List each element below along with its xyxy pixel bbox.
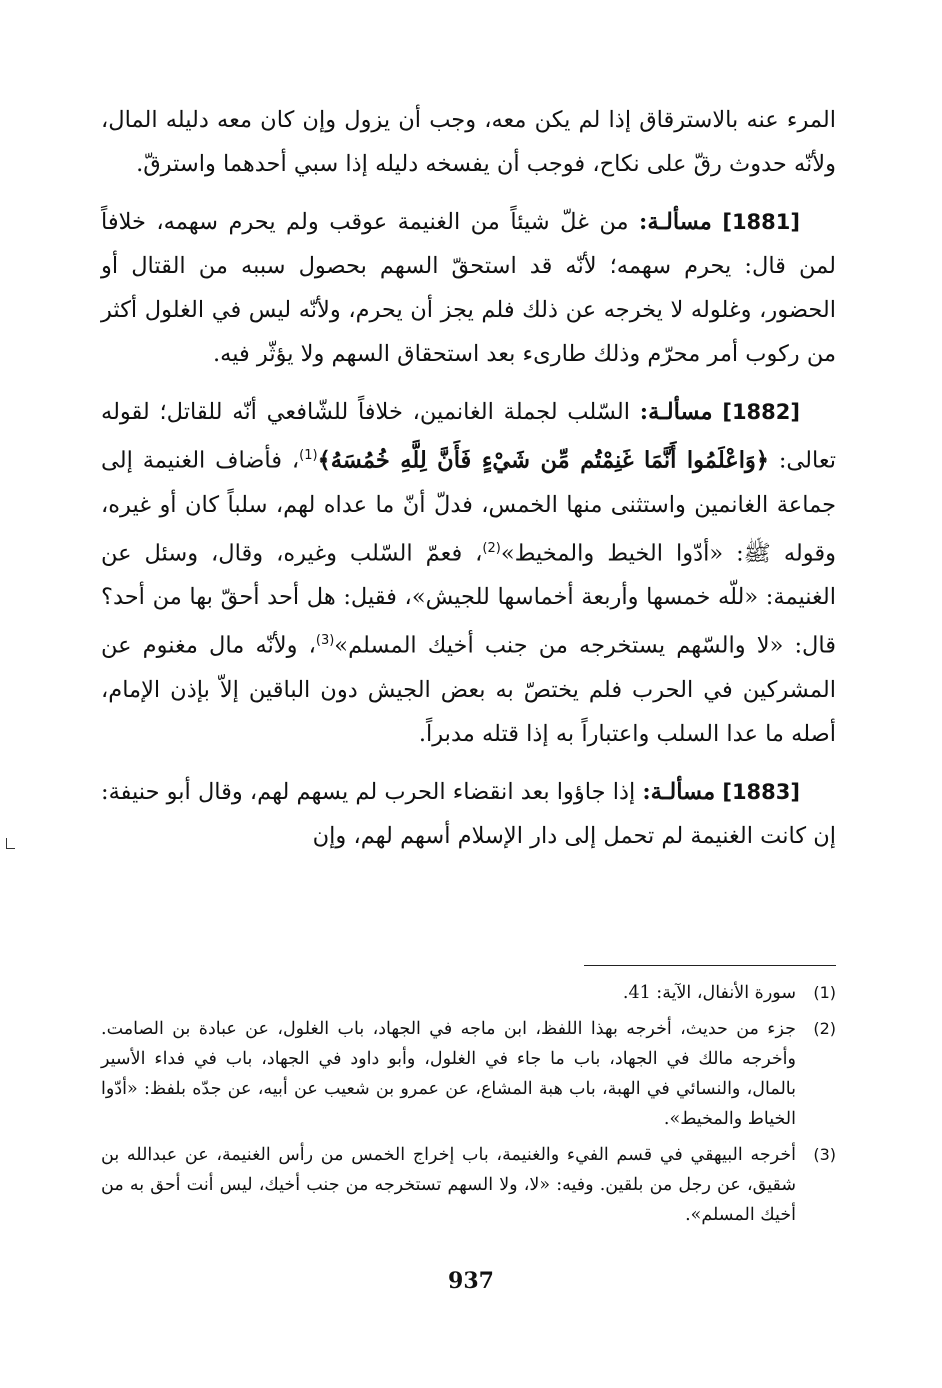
paragraph-text: المرء عنه بالاسترقاق إذا لم يكن معه، وجب أن يزول وإن كان معه دليله المال، ولأنّه حدوث رقّ على نكاح، فوجب أن يفسخه دليله إذا سبي أحدهما واسترقّ.: [101, 107, 836, 177]
issue-number: [1882]: [722, 400, 800, 424]
footnote-3: [101, 1140, 836, 1230]
issue-label: مسألـة:: [639, 209, 712, 235]
footnote-text: جزء من حديث، أخرجه بهذا اللفظ، ابن ماجه في الجهاد، باب الغلول، عن عبادة بن الصامت. وأخرجه مالك في الجهاد، باب ما جاء في الغلول، وأبو داود في الجهاد، باب في فداء الأسير بالمال، والنسائي في الهبة، باب هبة المشاع، عن عمرو بن شعيب عن أبيه، عن جدّه بلفظ: «أدّوا الخياط والمخيط».: [101, 1019, 796, 1129]
issue-text-before: السّلب لجملة الغانمين، خلافاً للشّافعي أنّه للقاتل؛ لقوله تعالى:: [101, 399, 837, 474]
footnote-2: [101, 1014, 836, 1134]
footnote-mark: (2): [813, 1019, 836, 1038]
issue-text: من غلّ شيئاً من الغنيمة عوقب ولم يحرم سهمه، خلافاً لمن قال: يحرم سهمه؛ لأنّه قد استحقّ السهم بحصول سببه من القتال أو الحضور، وغلوله لا يخرجه عن ذلك فلم يجز أن يحرم، ولأنّه ليس في الغلول أكثر من ركوب أمر محرّم وذلك طارىء بعد استحقاق السهم ولا يؤثّر فيه.: [101, 209, 836, 367]
issue-text-mid2: ، فعمّ السّلب وغيره، وقال، وسئل عن الغنيمة: «للّه خمسها وأربعة أخماسها للجيش»، فقيل: هل أحد أحقّ بها من أحد؟ قال: «لا والسّهم يستخرجه من جنب أخيك المسلم»: [101, 540, 837, 659]
quran-verse: ﴿وَاعْلَمُوا أَنَّمَا غَنِمْتُم مِّن شَيْءٍ فَأَنَّ لِلَّهِ خُمُسَهُ﴾: [317, 447, 769, 474]
issue-1882: [101, 390, 836, 756]
footnotes: [101, 978, 836, 1236]
footnote-divider: [584, 965, 836, 966]
issue-text: إذا جاؤوا بعد انقضاء الحرب لم يسهم لهم، وقال أبو حنيفة: إن كانت الغنيمة لم تحمل إلى دار الإسلام أسهم لهم، وإن: [100, 778, 836, 849]
page-number: 937: [448, 1268, 494, 1294]
issue-label: مسألـة:: [642, 778, 716, 805]
footnote-ref-3[interactable]: (3): [315, 633, 335, 648]
main-text: [101, 98, 836, 872]
paragraph-continuation: [101, 98, 836, 186]
issue-number: [1883]: [722, 779, 800, 804]
issue-number: [1881]: [722, 210, 800, 234]
footnote-text: سورة الأنفال، الآية: 41.: [622, 983, 796, 1003]
issue-text-after: ، ولأنّه مال مغنوم عن المشركين في الحرب فلم يختصّ به بعض الجيش دون الباقين إلاّ بإذن الإمام، أصله ما عدا السلب واعتباراً به إذا قتله مدبراً.: [101, 632, 836, 747]
footnote-text: أخرجه البيهقي في قسم الفيء والغنيمة، باب إخراج الخمس من رأس الغنيمة، عن عبدالله بن شقيق، عن رجل من بلقين. وفيه: «لا، ولا السهم تستخرجه من جنب أخيك، ليس أنت أحق به من أخيك المسلم».: [101, 1145, 796, 1225]
footnote-ref-1[interactable]: (1): [299, 448, 318, 463]
issue-1883: [101, 770, 836, 858]
footnote-mark: (3): [813, 1145, 836, 1164]
footnote-mark: (1): [813, 983, 836, 1002]
issue-1881: [101, 200, 836, 376]
margin-mark: [6, 838, 15, 849]
footnote-ref-2[interactable]: (2): [482, 540, 501, 556]
issue-text-mid1: ، فأضاف الغنيمة إلى جماعة الغانمين واستثنى منها الخمس، فدلّ أنّ ما عداه لهم، سلباً كان أو غيره، وقوله ﷺ: «أدّوا الخيط والمخيط»: [101, 447, 836, 566]
footnote-1: [101, 978, 836, 1008]
issue-label: مسألـة:: [639, 399, 713, 425]
